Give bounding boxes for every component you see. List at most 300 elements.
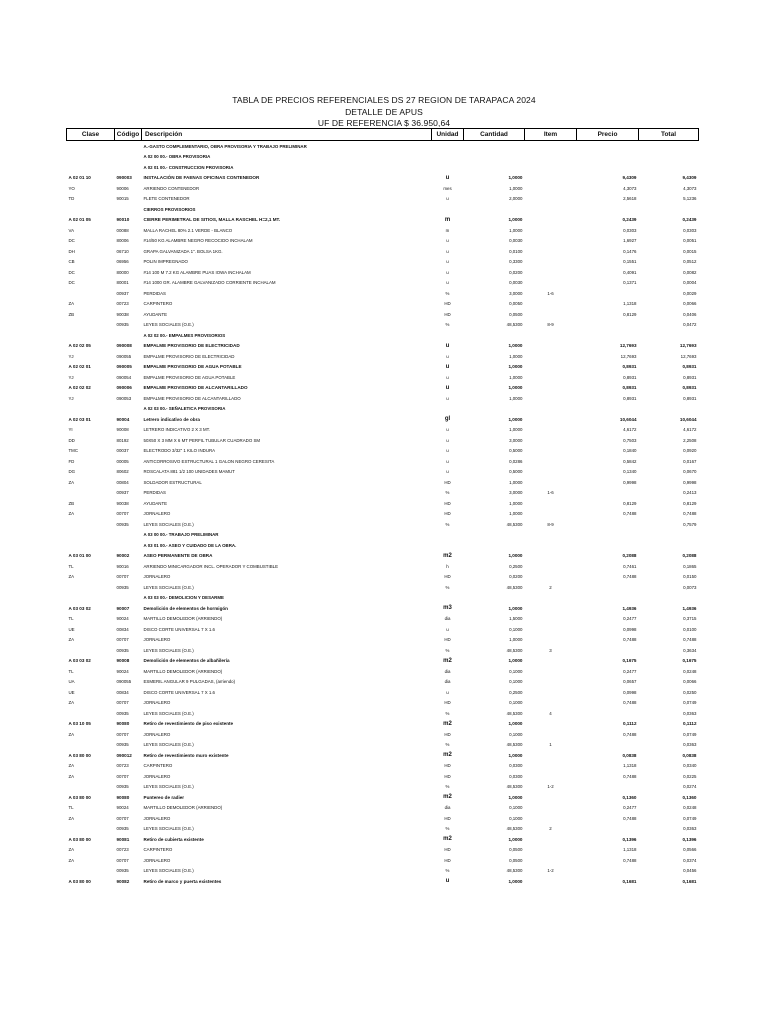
cell-unidad: u: [446, 238, 449, 244]
section-heading-row: [67, 204, 699, 215]
table-row: [67, 866, 699, 877]
cell-codigo: 00935: [116, 784, 129, 790]
cell-unidad: m2: [443, 552, 452, 559]
cell-total: 0,0004: [683, 280, 697, 286]
cell-unidad: mes: [443, 185, 452, 191]
cell-clase: ZA: [68, 511, 75, 517]
cell-cantidad: [464, 530, 525, 541]
cell-precio: [577, 162, 639, 173]
cell-descripcion: Puntereo de radier: [143, 794, 185, 800]
cell-unidad: dia: [444, 679, 451, 685]
cell-item: 1-6: [547, 490, 554, 496]
column-header-clase: Clase: [67, 129, 115, 141]
cell-unidad: dia: [444, 668, 451, 674]
cell-clase: [67, 320, 115, 331]
cell-clase: [67, 708, 115, 719]
cell-descripcion: CIERRE PERIMETRAL DE SITIOS, MALLA RASCHEL H=2,1 MT.: [143, 217, 281, 223]
cell-item: 1-2: [547, 868, 554, 874]
cell-precio: 2,5618: [623, 196, 637, 202]
cell-item: [525, 698, 577, 709]
table-row: [67, 393, 699, 404]
table-row: [67, 845, 699, 856]
cell-precio: 0,7488: [623, 511, 637, 517]
table-row: [67, 645, 699, 656]
cell-unidad: u: [446, 469, 449, 475]
cell-item: [525, 341, 577, 352]
cell-codigo: 090006: [116, 385, 132, 391]
cell-cantidad: 48,5300: [506, 784, 523, 790]
apu-table: [66, 128, 699, 887]
cell-cantidad: [464, 404, 525, 415]
cell-clase: ZA: [68, 637, 75, 643]
cell-precio: [577, 740, 639, 751]
cell-codigo: 090055: [116, 353, 132, 359]
cell-clase: ZA: [68, 815, 75, 821]
cell-clase: UE: [68, 626, 75, 632]
cell-total: 0,0303: [683, 227, 697, 233]
section-heading-row: [67, 530, 699, 541]
cell-total: 0,0838: [682, 752, 697, 758]
cell-item: [525, 677, 577, 688]
cell-total: 0,0512: [683, 259, 697, 265]
cell-total: 0,0566: [683, 847, 697, 853]
cell-cantidad: 3,0000: [509, 490, 523, 496]
table-row: [67, 687, 699, 698]
cell-unidad: HD: [444, 637, 451, 643]
cell-clase: [67, 782, 115, 793]
cell-clase: DG: [68, 469, 76, 475]
cell-item: [525, 687, 577, 698]
column-header-item: Item: [525, 129, 577, 141]
cell-codigo: 90024: [116, 805, 129, 811]
cell-clase: A 02 02 02: [68, 385, 91, 391]
cell-descripcion: JORNALERO: [143, 815, 171, 821]
cell-cantidad: 1,0000: [509, 500, 523, 506]
cell-codigo: 00037: [116, 448, 129, 454]
cell-codigo: 80000: [116, 269, 129, 275]
cell-cantidad: [464, 204, 525, 215]
cell-codigo: 00804: [116, 479, 129, 485]
cell-descripcion: EMPALME PROVISORIO DE ELECTRICIDAD: [143, 353, 235, 359]
cell-descripcion: DISCO CORTE UNIVERSAL 7 X 1.6: [143, 626, 215, 632]
cell-total: 0,2413: [683, 490, 697, 496]
cell-precio: 0,7488: [623, 815, 637, 821]
cell-total: 0,0363: [683, 710, 697, 716]
cell-total: 0,0051: [683, 238, 697, 244]
cell-unidad: u: [446, 374, 449, 380]
cell-descripcion: A 03 01 00.- ASEO Y CUIDADO DE LA OBRA.: [143, 542, 237, 548]
cell-cantidad: [464, 593, 525, 604]
table-row: [67, 257, 699, 268]
apu-item-row: [67, 792, 699, 803]
cell-cantidad: [464, 141, 525, 152]
cell-unidad: u: [446, 196, 449, 202]
section-heading-row: [67, 162, 699, 173]
cell-cantidad: 0,1000: [509, 668, 523, 674]
apu-item-row: [67, 362, 699, 373]
cell-item: [525, 425, 577, 436]
cell-clase: [67, 519, 115, 530]
cell-precio: 0,8931: [623, 374, 637, 380]
cell-cantidad: 1,0000: [509, 227, 523, 233]
cell-codigo: 090054: [116, 374, 132, 380]
table-row: [67, 771, 699, 782]
cell-total: 0,0749: [683, 700, 697, 706]
cell-cantidad: 0,0500: [509, 857, 523, 863]
column-header-precio: Precio: [577, 129, 639, 141]
cell-codigo: 00937: [116, 490, 129, 496]
cell-precio: 0,4091: [623, 269, 637, 275]
cell-item: 1-2: [547, 784, 554, 790]
cell-cantidad: 1,5000: [509, 616, 523, 622]
column-header-descripcion: Descripción: [142, 129, 432, 141]
cell-item: [525, 729, 577, 740]
cell-descripcion: CARPINTERO: [143, 763, 173, 769]
cell-item: [525, 855, 577, 866]
cell-precio: 0,2439: [622, 217, 637, 223]
cell-item: [525, 162, 577, 173]
cell-clase: [67, 645, 115, 656]
cell-item: 8-9: [547, 521, 554, 527]
cell-item: [525, 467, 577, 478]
column-header-unidad: Unidad: [432, 129, 464, 141]
cell-descripcion: Retiro de marco y puerta existentes: [143, 878, 222, 884]
cell-total: 2,2508: [683, 437, 697, 443]
cell-precio: 0,7488: [623, 731, 637, 737]
apu-item-row: [67, 215, 699, 226]
cell-clase: TL: [68, 668, 74, 674]
cell-unidad: [432, 162, 464, 173]
cell-precio: [577, 141, 639, 152]
cell-codigo: 00707: [116, 700, 129, 706]
cell-item: [525, 362, 577, 373]
cell-total: [639, 593, 699, 604]
cell-unidad: u: [446, 458, 449, 464]
cell-cantidad: 1,0000: [509, 395, 523, 401]
cell-codigo: 90080: [116, 721, 130, 727]
cell-precio: 0,7488: [623, 637, 637, 643]
apu-item-row: [67, 383, 699, 394]
cell-total: 0,7488: [683, 637, 697, 643]
cell-descripcion: ESMERIL ANGULAR 9 PULGADAS, (arriendo): [143, 679, 236, 685]
cell-precio: 1,6927: [623, 238, 637, 244]
cell-descripcion: Letrero indicativo de obra: [143, 416, 200, 422]
cell-total: 0,0250: [683, 689, 697, 695]
cell-total: 4,3073: [683, 185, 697, 191]
cell-precio: 0,0303: [623, 227, 637, 233]
section-heading-row: [67, 593, 699, 604]
uf-reference: UF DE REFERENCIA $ 36.950,64: [317, 118, 451, 128]
table-row: [67, 855, 699, 866]
table-row: [67, 246, 699, 257]
cell-descripcion: SOLDADOR ESTRUCTURAL: [143, 479, 202, 485]
cell-cantidad: 0,5000: [509, 448, 523, 454]
cell-unidad: u: [445, 174, 450, 181]
cell-descripcion: LEYES SOCIALES (O.E.): [143, 868, 194, 874]
cell-item: [525, 393, 577, 404]
cell-unidad: %: [445, 490, 450, 496]
cell-descripcion: MARTILLO DEMOLEDOR (ARRIENDO): [143, 616, 223, 622]
cell-total: 0,1681: [682, 878, 697, 884]
cell-total: 0,0066: [683, 679, 697, 685]
apu-item-row: [67, 551, 699, 562]
cell-cantidad: 1,0000: [508, 217, 523, 223]
cell-precio: 0,1360: [622, 794, 637, 800]
cell-codigo: 90007: [116, 605, 130, 611]
cell-unidad: HD: [444, 847, 451, 853]
cell-cantidad: 48,5300: [506, 584, 523, 590]
cell-unidad: HD: [444, 574, 451, 580]
cell-clase: [67, 488, 115, 499]
table-row: [67, 824, 699, 835]
cell-clase: A 03 80 00: [68, 878, 91, 884]
cell-cantidad: 0,1000: [509, 731, 523, 737]
table-row: [67, 372, 699, 383]
cell-descripcion: CIERROS PROVISORIOS: [143, 206, 196, 212]
cell-descripcion: LEYES SOCIALES (O.E.): [143, 322, 194, 328]
cell-precio: 0,1840: [623, 448, 637, 454]
cell-descripcion: EMPALME PROVISORIO DE ALCANTARILLADO: [143, 395, 241, 401]
cell-precio: [577, 645, 639, 656]
cell-clase: TL: [68, 616, 74, 622]
cell-descripcion: JORNALERO: [143, 511, 171, 517]
cell-item: 4: [549, 710, 552, 716]
cell-codigo: 00707: [116, 731, 129, 737]
cell-item: [525, 351, 577, 362]
table-row: [67, 467, 699, 478]
cell-descripcion: EMPALME PROVISORIO DE AGUA POTABLE: [143, 364, 242, 370]
cell-descripcion: A 02 03 00.- SEÑALETICA PROVISORIA: [143, 406, 226, 412]
cell-clase: CB: [68, 259, 75, 265]
cell-clase: YJ: [68, 374, 74, 380]
cell-descripcion: ARRIENDO MINICARGADOR INCL. OPERADOR Y COMBUSTIBLE: [143, 563, 279, 569]
cell-total: 0,2088: [682, 553, 697, 559]
cell-precio: 9,4309: [622, 175, 637, 181]
cell-descripcion: INSTALACIÓN DE FAENAS OFICINAS CONTENEDOR: [143, 175, 260, 181]
cell-item: 2: [549, 826, 552, 832]
cell-item: [525, 593, 577, 604]
cell-total: 0,0340: [683, 763, 697, 769]
cell-descripcion: CARPINTERO: [143, 301, 173, 307]
cell-clase: TL: [68, 563, 74, 569]
cell-unidad: HD: [444, 500, 451, 506]
cell-clase: ZA: [68, 574, 75, 580]
cell-cantidad: 0,0500: [509, 847, 523, 853]
cell-precio: 0,7503: [623, 437, 637, 443]
cell-codigo: 00088: [116, 227, 129, 233]
cell-cantidad: 48,5300: [506, 868, 523, 874]
cell-descripcion: LEYES SOCIALES (O.E.): [143, 584, 194, 590]
cell-unidad: dia: [444, 805, 451, 811]
cell-cantidad: 0,1000: [509, 679, 523, 685]
cell-clase: UA: [68, 679, 75, 685]
table-row: [67, 299, 699, 310]
cell-unidad: [432, 330, 464, 341]
cell-precio: [577, 540, 639, 551]
cell-precio: 0,8129: [623, 311, 637, 317]
cell-clase: FD: [68, 458, 75, 464]
cell-item: 3: [549, 647, 552, 653]
cell-codigo: 90016: [116, 563, 129, 569]
cell-unidad: HD: [444, 301, 451, 307]
cell-cantidad: 1,0000: [508, 553, 523, 559]
apu-item-row: [67, 414, 699, 425]
cell-codigo: 00935: [116, 647, 129, 653]
cell-unidad: HD: [444, 700, 451, 706]
cell-precio: 0,8129: [623, 500, 637, 506]
cell-cantidad: [464, 162, 525, 173]
cell-codigo: 00935: [116, 742, 129, 748]
cell-cantidad: 1,0000: [508, 416, 523, 422]
cell-codigo: 00834: [116, 626, 129, 632]
cell-precio: 0,1112: [622, 721, 637, 727]
cell-codigo: 090003: [116, 175, 132, 181]
cell-cantidad: 1,0000: [508, 385, 523, 391]
cell-descripcion: LEYES SOCIALES (O.E.): [143, 521, 194, 527]
cell-codigo: 06710: [116, 248, 129, 254]
cell-total: 0,1675: [682, 658, 697, 664]
cell-descripcion: MALLA RACHEL 80% 2.1 VERDE - BLANCO: [143, 227, 233, 233]
cell-precio: 0,2477: [623, 668, 637, 674]
cell-unidad: [432, 204, 464, 215]
cell-codigo: [115, 162, 142, 173]
cell-clase: [67, 540, 115, 551]
cell-unidad: %: [445, 647, 450, 653]
cell-cantidad: 0,0050: [509, 301, 523, 307]
table-row: [67, 236, 699, 247]
cell-item: [525, 540, 577, 551]
cell-unidad: u: [446, 448, 449, 454]
cell-cantidad: 48,5300: [506, 521, 523, 527]
cell-unidad: [432, 141, 464, 152]
cell-codigo: 090012: [116, 752, 132, 758]
cell-clase: [67, 593, 115, 604]
cell-item: [525, 624, 577, 635]
cell-codigo: 00707: [116, 815, 129, 821]
cell-clase: ZA: [68, 773, 75, 779]
cell-codigo: 00707: [116, 637, 129, 643]
table-row: [67, 446, 699, 457]
cell-precio: 1,1318: [623, 763, 637, 769]
table-row: [67, 225, 699, 236]
cell-total: [639, 141, 699, 152]
cell-total: 0,7579: [683, 521, 697, 527]
cell-unidad: u: [445, 342, 450, 349]
cell-item: [525, 456, 577, 467]
cell-clase: DC: [68, 238, 75, 244]
cell-cantidad: 0,0100: [509, 248, 523, 254]
cell-cantidad: 0,0030: [509, 280, 523, 286]
cell-cantidad: 0,1000: [509, 700, 523, 706]
cell-descripcion: A 02 00 00.- OBRA PROVISORIA: [143, 154, 211, 160]
cell-total: 0,0920: [683, 448, 697, 454]
cell-unidad: HD: [444, 773, 451, 779]
cell-total: 0,0363: [683, 826, 697, 832]
cell-item: [525, 267, 577, 278]
cell-total: [639, 330, 699, 341]
table-row: [67, 477, 699, 488]
cell-cantidad: 0,3300: [509, 259, 523, 265]
cell-total: 0,9998: [683, 479, 697, 485]
cell-precio: 0,1476: [623, 248, 637, 254]
cell-unidad: %: [445, 784, 450, 790]
cell-total: 0,0749: [683, 731, 697, 737]
cell-descripcion: Retiro de revestimiento de piso existente: [143, 721, 234, 727]
cell-unidad: m2: [443, 657, 452, 664]
table-row: [67, 729, 699, 740]
cell-descripcion: AYUDANTE: [143, 500, 168, 506]
cell-item: [525, 530, 577, 541]
cell-descripcion: JORNALERO: [143, 574, 171, 580]
cell-unidad: [432, 593, 464, 604]
cell-cantidad: 0,0030: [509, 238, 523, 244]
cell-descripcion: ROSCALATA 881 1/2 100 UNIDADES MAMUT: [143, 469, 235, 475]
cell-total: 10,6044: [679, 416, 697, 422]
cell-total: 0,0363: [683, 742, 697, 748]
cell-unidad: %: [445, 826, 450, 832]
cell-item: 1-6: [547, 290, 554, 296]
cell-total: 0,0225: [683, 773, 697, 779]
cell-cantidad: 1,0000: [508, 605, 523, 611]
section-heading-row: [67, 152, 699, 163]
cell-item: [525, 876, 577, 887]
cell-cantidad: 0,1000: [509, 815, 523, 821]
cell-unidad: HD: [444, 731, 451, 737]
cell-unidad: m3: [443, 605, 452, 612]
apu-item-row: [67, 750, 699, 761]
cell-precio: 4,3073: [623, 185, 637, 191]
cell-codigo: 90080: [116, 794, 130, 800]
cell-precio: 0,8931: [622, 364, 637, 370]
cell-clase: A 02 01 10: [68, 175, 91, 181]
cell-codigo: [115, 593, 142, 604]
table-row: [67, 803, 699, 814]
cell-total: 9,4309: [682, 175, 697, 181]
cell-clase: DC: [68, 269, 75, 275]
cell-item: [525, 152, 577, 163]
cell-item: [525, 215, 577, 226]
cell-precio: 12,7693: [619, 343, 637, 349]
cell-descripcion: #14 1000 GR. ALAMBRE GALVANIZADO CORRIENTE INCHALAM: [143, 280, 276, 286]
table-row: [67, 425, 699, 436]
cell-descripcion: CARPINTERO: [143, 847, 173, 853]
cell-unidad: u: [446, 427, 449, 433]
table-row: [67, 278, 699, 289]
cell-unidad: h: [446, 563, 449, 569]
cell-codigo: 00723: [116, 847, 129, 853]
cell-descripcion: LEYES SOCIALES (O.E.): [143, 647, 194, 653]
cell-clase: UE: [68, 689, 75, 695]
cell-descripcion: LEYES SOCIALES (O.E.): [143, 742, 194, 748]
cell-clase: YI: [68, 427, 73, 433]
table-row: [67, 519, 699, 530]
cell-codigo: 90081: [116, 836, 130, 842]
cell-clase: YO: [68, 185, 75, 191]
cell-codigo: [115, 141, 142, 152]
cell-precio: 0,8931: [622, 385, 637, 391]
cell-precio: 0,7488: [623, 574, 637, 580]
cell-codigo: 80602: [116, 469, 129, 475]
cell-precio: 0,2477: [623, 616, 637, 622]
cell-cantidad: 2,0000: [509, 196, 523, 202]
cell-cantidad: 1,0000: [509, 353, 523, 359]
cell-total: 0,1865: [683, 563, 697, 569]
cell-clase: TL: [68, 805, 74, 811]
cell-total: 0,8931: [682, 385, 697, 391]
cell-clase: ZA: [68, 479, 75, 485]
cell-codigo: 90006: [116, 185, 129, 191]
cell-cantidad: 48,5300: [506, 742, 523, 748]
